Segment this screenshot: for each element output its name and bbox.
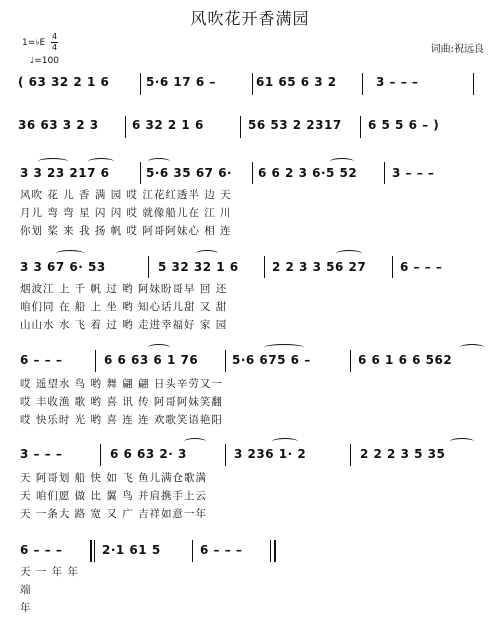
notes-measure: 2 2 3 3 56 27 <box>272 260 367 274</box>
notes-measure: 3 – – – <box>376 75 419 89</box>
song-title: 风吹花开香满园 <box>190 9 310 28</box>
slur <box>148 158 170 165</box>
notes-measure: 3 – – – <box>392 166 435 180</box>
barline <box>225 350 226 372</box>
lyric-verse-1: 天 阿哥划 船 快 如 飞 鱼儿满仓歌满 <box>20 472 208 484</box>
notes-measure: 6 – – – <box>200 543 243 557</box>
barline <box>360 116 361 138</box>
slur <box>148 344 170 351</box>
lyric-verse-2: 咱们同 在 船 上 坐 哟 知心话儿甜 又 甜 <box>20 301 228 313</box>
barline <box>148 256 149 278</box>
lyric-verse-1: 天 一 年 年 <box>20 566 80 578</box>
notes-measure: 6 – – – <box>20 353 63 367</box>
slur <box>56 250 84 257</box>
notes-measure: 36 63 3 2 3 <box>18 118 99 132</box>
notes-measure: 3 3 67 6· 53 <box>20 260 106 274</box>
slur <box>450 438 474 445</box>
notes-measure: 6 6 2 3 6·5 52 <box>258 166 358 180</box>
final-barline <box>270 540 271 562</box>
final-barline <box>274 540 276 562</box>
barline <box>192 540 193 562</box>
time-signature-bottom: 4 <box>52 43 58 52</box>
barline <box>252 162 253 184</box>
lyric-verse-2: 天 咱们愿 做 比 翼 鸟 并肩携手上云 <box>20 490 208 502</box>
lyric-verse-1: 哎 遥望水 鸟 哟 舞 翩 翩 日头辛劳又一 <box>20 378 223 390</box>
barline <box>252 73 253 95</box>
slur <box>196 250 218 257</box>
notes-measure: 6 6 63 6 1 76 <box>104 353 199 367</box>
barline <box>350 350 351 372</box>
notes-measure: 6 – – – <box>400 260 443 274</box>
barline <box>473 73 474 95</box>
notes-measure: 5 32 32 1 6 <box>158 260 239 274</box>
composer-credits: 词曲:祝远良 <box>430 44 484 55</box>
barline <box>140 73 141 95</box>
slur <box>88 158 114 165</box>
notes-measure: 56 53 2 2317 <box>248 118 342 132</box>
notes-measure: 61 65 6 3 2 <box>256 75 337 89</box>
slur <box>38 158 68 165</box>
notes-measure: 2·1 61 5 <box>102 543 161 557</box>
tempo-marking: ♩=100 <box>30 56 59 66</box>
barline <box>240 116 241 138</box>
lyric-verse-3: 年 <box>20 602 32 614</box>
key-signature: 1=♭E <box>22 38 46 48</box>
notes-measure: 3 3 23 217 6 <box>20 166 110 180</box>
slur <box>272 438 298 445</box>
barline <box>384 162 385 184</box>
slur <box>264 344 304 351</box>
barline <box>392 256 393 278</box>
notes-measure: 3 – – – <box>20 447 63 461</box>
slur <box>330 158 354 165</box>
notes-measure: 5·6 35 67 6· <box>146 166 233 180</box>
repeat-barline <box>90 540 92 562</box>
lyric-verse-3: 哎 快乐时 光 哟 喜 连 连 欢歌笑语艳阳 <box>20 414 223 426</box>
barline <box>225 444 226 466</box>
notes-measure: 6 6 1 6 6 562 <box>358 353 453 367</box>
repeat-barline <box>94 540 95 562</box>
barline <box>100 444 101 466</box>
lyric-verse-3: 天 一条大 路 宽 又 广 吉祥如意一年 <box>20 508 208 520</box>
notes-measure: 3 236 1· 2 <box>234 447 307 461</box>
lyric-verse-1: 风吹 花 儿 香 满 园 哎 江花红透半 边 天 <box>20 189 232 201</box>
slur <box>184 438 206 445</box>
notes-measure: 2 2 2 3 5 35 <box>360 447 446 461</box>
barline <box>264 256 265 278</box>
notes-measure: 6 5 5 6 – ) <box>368 118 440 132</box>
slur <box>336 250 362 257</box>
barline <box>362 73 363 95</box>
barline <box>125 116 126 138</box>
notes-measure: 6 32 2 1 6 <box>132 118 204 132</box>
barline <box>140 162 141 184</box>
lyric-verse-2: 月儿 弯 弯 星 闪 闪 哎 就像船儿在 江 川 <box>20 207 232 219</box>
notes-measure: 6 6 63 2· 3 <box>110 447 187 461</box>
barline <box>350 444 351 466</box>
notes-measure: ( 63 32 2 1 6 <box>18 75 110 89</box>
lyric-verse-2: 哎 丰收渔 歌 哟 喜 讯 传 阿哥阿妹笑翻 <box>20 396 223 408</box>
notes-measure: 5·6 17 6 – <box>146 75 216 89</box>
lyric-verse-2: 端 <box>20 584 32 596</box>
notes-measure: 5·6 675 6 – <box>232 353 311 367</box>
notes-measure: 6 – – – <box>20 543 63 557</box>
barline <box>95 350 96 372</box>
slur <box>460 344 484 351</box>
lyric-verse-3: 你划 桨 来 我 扬 帆 哎 阿哥阿妹心 相 连 <box>20 225 232 237</box>
lyric-verse-3: 山山水 水 飞 着 过 哟 走进幸福好 家 园 <box>20 319 228 331</box>
lyric-verse-1: 烟波江 上 千 帆 过 哟 阿妹盼哥早 回 还 <box>20 283 228 295</box>
time-signature-top: 4 <box>52 32 58 41</box>
